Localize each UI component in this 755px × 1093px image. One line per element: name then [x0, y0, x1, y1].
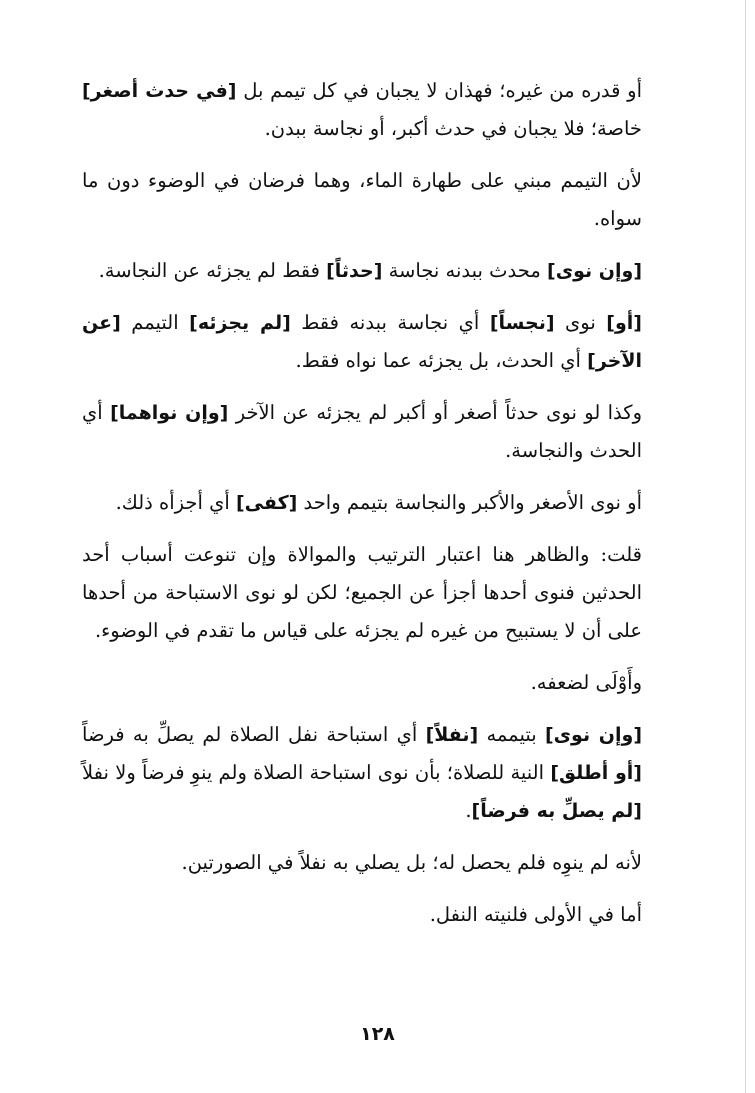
bold-matn-text: [وإن نوى]	[547, 260, 642, 282]
paragraph	[82, 394, 642, 470]
commentary-text: لأن التيمم مبني على طهارة الماء، وهما فرضان في الوضوء دون ما سواه.	[82, 169, 642, 230]
commentary-text: أي نجاسة ببدنه فقط	[290, 311, 490, 334]
paragraph	[82, 716, 642, 830]
paragraph	[82, 72, 642, 148]
commentary-text: محدث ببدنه نجاسة	[382, 259, 548, 282]
commentary-text: .	[465, 799, 472, 822]
bold-matn-text: [عن الآخر]	[82, 312, 642, 372]
paragraph	[82, 162, 642, 238]
paragraph	[82, 304, 642, 380]
commentary-text: أما في الأولى فلنيته النفل.	[429, 903, 642, 926]
paragraph	[82, 252, 642, 290]
bold-matn-text: [وإن نواهما]	[110, 402, 229, 424]
page-edge-line	[745, 0, 746, 1093]
commentary-text: أي أجزأه ذلك.	[115, 491, 236, 514]
bold-matn-text: [أو]	[606, 312, 642, 334]
bold-matn-text: [وإن نوى]	[544, 724, 642, 746]
bold-matn-text: [نفلاً]	[425, 724, 479, 746]
bold-matn-text: [لم يصلِّ به فرضاً]	[471, 800, 642, 822]
commentary-text: أو نوى الأصغر والأكبر والنجاسة بتيمم واحد	[297, 491, 642, 514]
bold-matn-text: [لم يجزئه]	[189, 312, 291, 334]
commentary-text: التيمم	[120, 311, 190, 334]
commentary-text: وكذا لو نوى حدثاً أصغر أو أكبر لم يجزئه عن الآخر	[228, 401, 642, 424]
paragraph	[82, 664, 642, 702]
bold-matn-text: [نجساً]	[489, 312, 555, 334]
document-page	[82, 72, 642, 948]
bold-matn-text: [حدثاً]	[326, 260, 383, 282]
commentary-text: قلت: والظاهر هنا اعتبار الترتيب والموالاة وإن تنوعت أسباب أحد الحدثين فنوى أحدها أجزأ عن الجميع؛ لكن لو نوى الاستباحة من أحدها على أن لا يستبيح من غيره لم يجزئه على قياس ما تقدم في الوضوء.	[82, 543, 642, 642]
commentary-text: بتيممه	[478, 723, 545, 746]
commentary-text: أي استباحة نفل الصلاة لم يصلِّ به فرضاً	[82, 723, 426, 746]
page-number: ١٢٨	[360, 1023, 395, 1045]
commentary-text: وأَوْلَى لضعفه.	[530, 671, 642, 694]
paragraph	[82, 536, 642, 650]
commentary-text: أي الحدث، بل يجزئه عما نواه فقط.	[295, 349, 588, 372]
commentary-text: أو قدره من غيره؛ فهذان لا يجبان في كل تيمم بل	[236, 79, 642, 102]
commentary-text: خاصة؛ فلا يجبان في حدث أكبر، أو نجاسة ببدن.	[264, 117, 642, 140]
paragraph	[82, 844, 642, 882]
paragraph	[82, 484, 642, 522]
commentary-text: أي الحدث والنجاسة.	[82, 401, 642, 462]
commentary-text: النية للصلاة؛ بأن نوى استباحة الصلاة ولم ينوِ فرضاً ولا نفلاً	[82, 761, 551, 784]
commentary-text: نوى	[554, 311, 607, 334]
bold-matn-text: [في حدث أصغر]	[82, 80, 237, 102]
bold-matn-text: [أو أطلق]	[550, 762, 642, 784]
commentary-text: لأنه لم ينوِه فلم يحصل له؛ بل يصلي به نفلاً في الصورتين.	[181, 851, 642, 874]
paragraph	[82, 896, 642, 934]
commentary-text: فقط لم يجزئه عن النجاسة.	[98, 259, 327, 282]
bold-matn-text: [كفى]	[235, 492, 298, 514]
